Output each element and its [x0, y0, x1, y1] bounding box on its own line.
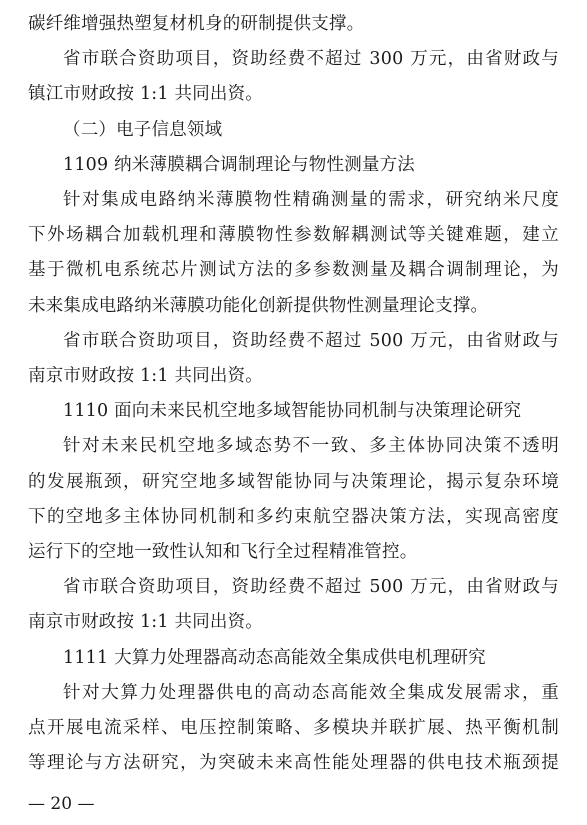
text-line-17: 省市联合资助项目，资助经费不超过 500 万元，由省财政与: [63, 577, 559, 598]
text-line-16: 运行下的空地一致性认知和飞行全过程精准管控。: [28, 542, 418, 562]
item-heading-1111: 1111 大算力处理器高动态高能效全集成供电机理研究: [63, 647, 486, 668]
item-heading-1110: 1110 面向未来民机空地多域智能协同机制与决策理论研究: [63, 401, 522, 422]
section-heading: （二）电子信息领域: [63, 119, 223, 140]
text-line-13: 针对未来民机空地多域态势不一致、多主体协同决策不透明: [63, 436, 559, 457]
text-line-6: 针对集成电路纳米薄膜物性精确测量的需求，研究纳米尺度: [63, 190, 559, 210]
text-line-9: 未来集成电路纳米薄膜功能化创新提供物性测量理论支撑。: [28, 295, 489, 316]
text-line-7: 下外场耦合加载机理和薄膜物性参数解耦测试等关键难题，建立: [28, 225, 559, 246]
text-line-3: 镇江市财政按 1:1 共同出资。: [28, 84, 263, 105]
text-line-1: 碳纤维增强热塑复材机身的研制提供支撑。: [28, 14, 365, 34]
text-line-10: 省市联合资助项目，资助经费不超过 500 万元，由省财政与: [63, 330, 559, 351]
text-line-15: 下的空地多主体协同机制和多约束航空器决策方法，实现高密度: [28, 506, 559, 527]
text-line-22: 等理论与方法研究，为突破未来高性能处理器的供电技术瓶颈提: [28, 753, 559, 774]
text-line-18: 南京市财政按 1:1 共同出资。: [28, 612, 263, 633]
text-line-20: 针对大算力处理器供电的高动态高能效全集成发展需求，重: [63, 682, 559, 703]
text-line-8: 基于微机电系统芯片测试方法的多参数测量及耦合调制理论，为: [28, 260, 559, 281]
page-number: — 20 —: [28, 794, 95, 814]
text-line-21: 点开展电流采样、电压控制策略、多模块并联扩展、热平衡机制: [28, 718, 559, 738]
text-line-2: 省市联合资助项目，资助经费不超过 300 万元，由省财政与: [63, 49, 559, 70]
text-line-11: 南京市财政按 1:1 共同出资。: [28, 366, 263, 386]
item-heading-1109: 1109 纳米薄膜耦合调制理论与物性测量方法: [63, 154, 415, 175]
text-line-14: 的发展瓶颈，研究空地多域智能协同与决策理论，揭示复杂环境: [28, 471, 559, 492]
